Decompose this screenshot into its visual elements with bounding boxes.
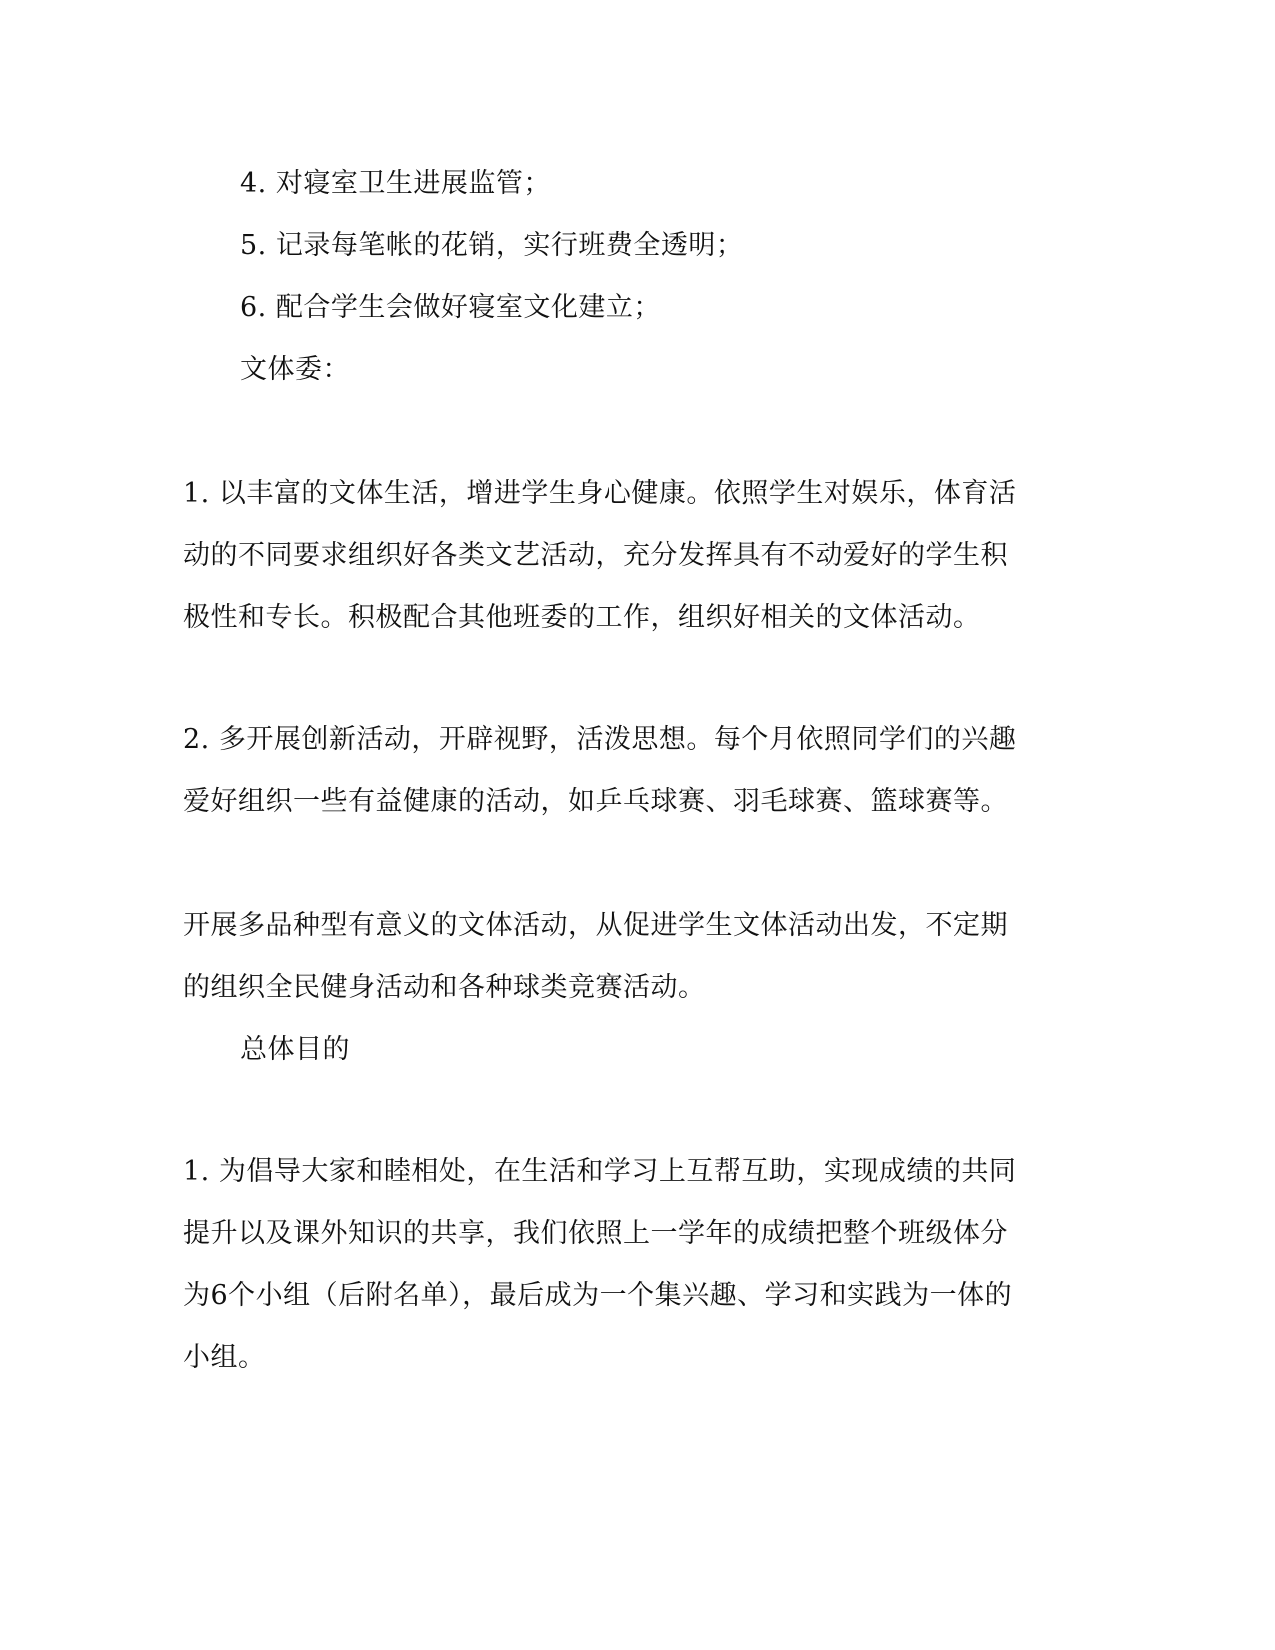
- paragraph-line: 小组。: [183, 1342, 266, 1373]
- section-heading-wenti: 文体委：: [240, 354, 350, 385]
- paragraph-line: 的组织全民健身活动和各种球类竞赛活动。: [183, 972, 706, 1003]
- duty-item-6: 6. 配合学生会做好寝室文化建立；: [240, 292, 661, 323]
- duty-item-4: 4. 对寝室卫生进展监管；: [240, 168, 551, 199]
- paragraph-line: 2. 多开展创新活动，开辟视野，活泼思想。每个月依照同学们的兴趣: [183, 724, 1017, 755]
- paragraph-line: 动的不同要求组织好各类文艺活动，充分发挥具有不动爱好的学生积: [183, 540, 1008, 571]
- section-heading-overall-goal: 总体目的: [240, 1034, 350, 1065]
- paragraph-line: 1. 以丰富的文体生活，增进学生身心健康。依照学生对娱乐，体育活: [183, 478, 1017, 509]
- paragraph-line: 开展多品种型有意义的文体活动，从促进学生文体活动出发，不定期: [183, 910, 1008, 941]
- duty-item-5: 5. 记录每笔帐的花销，实行班费全透明；: [240, 230, 744, 261]
- paragraph-line: 极性和专长。积极配合其他班委的工作，组织好相关的文体活动。: [183, 602, 981, 633]
- paragraph-line: 爱好组织一些有益健康的活动，如乒乓球赛、羽毛球赛、篮球赛等。: [183, 786, 1008, 817]
- paragraph-line: 1. 为倡导大家和睦相处，在生活和学习上互帮互助，实现成绩的共同: [183, 1156, 1017, 1187]
- paragraph-line: 为6个小组（后附名单），最后成为一个集兴趣、学习和实践为一体的: [183, 1280, 1013, 1311]
- paragraph-line: 提升以及课外知识的共享，我们依照上一学年的成绩把整个班级体分: [183, 1218, 1008, 1249]
